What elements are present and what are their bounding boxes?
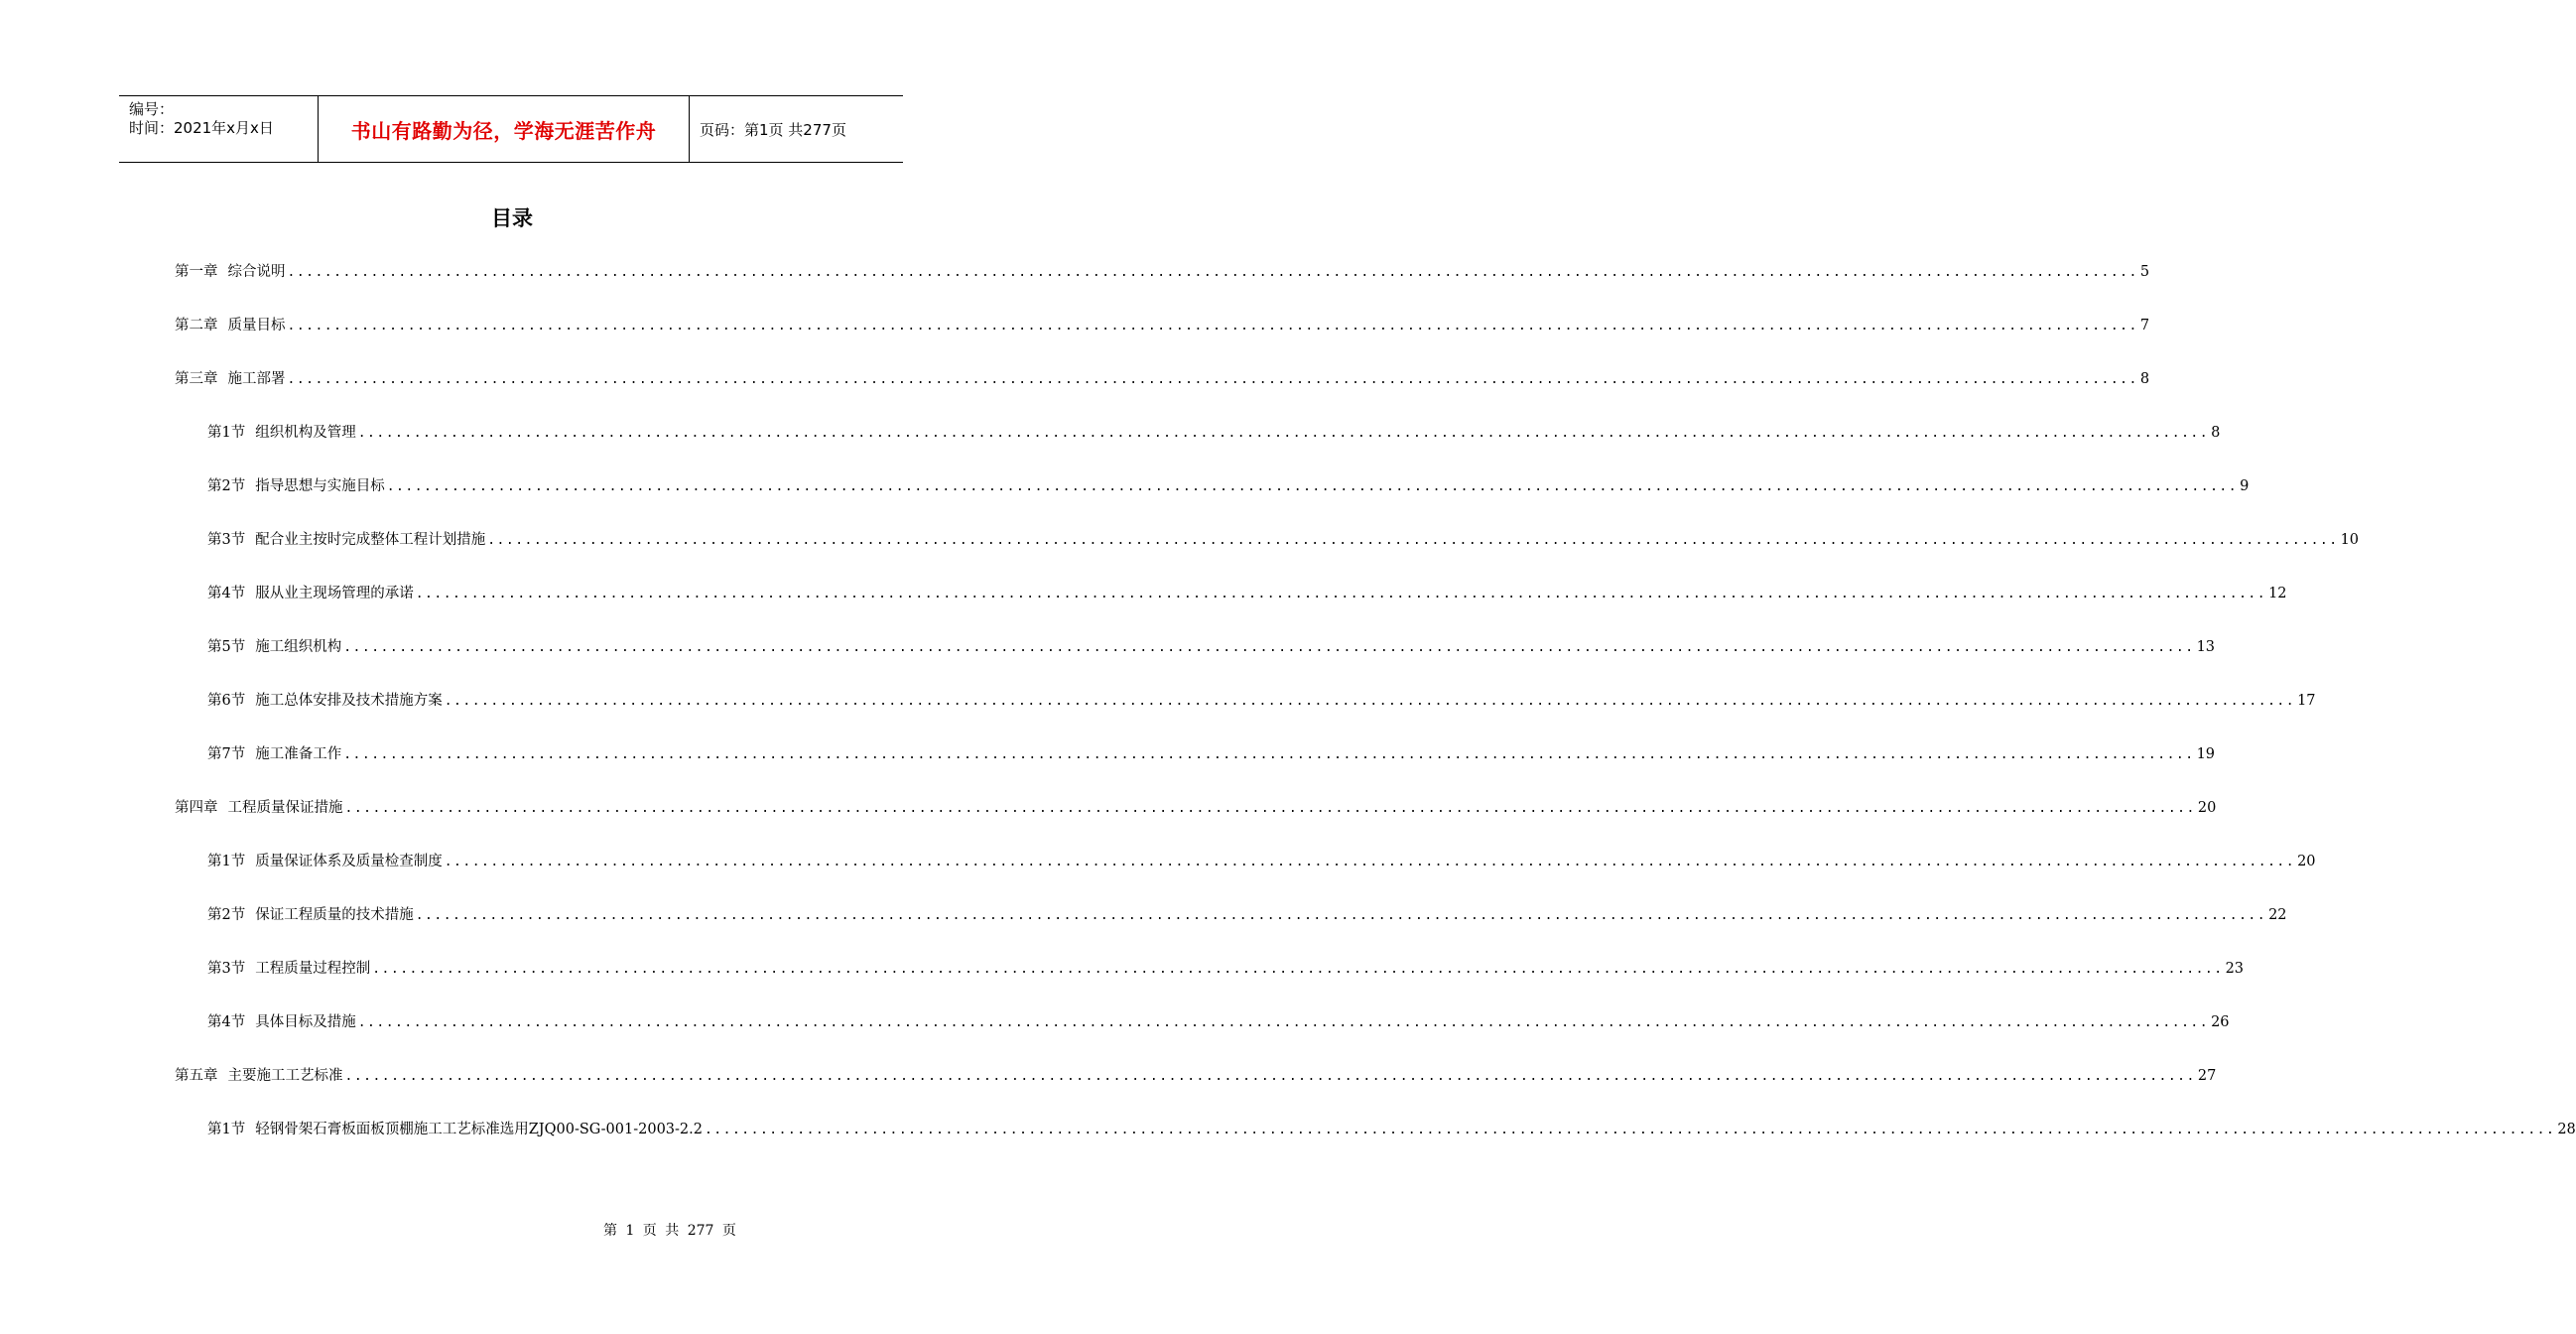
- toc-entry-page: 26: [2211, 1014, 2230, 1030]
- toc-entry-page: 20: [2197, 800, 2217, 816]
- toc-dot-leader: ........................................................................................................................................................................................................: [287, 319, 2138, 334]
- toc-dot-leader: ........................................................................................................................................................................................................: [487, 533, 2339, 548]
- toc-entry-number: 第3节: [207, 532, 246, 548]
- toc-entry-number: 第1节: [207, 425, 246, 441]
- toc-entry[interactable]: [207, 582, 2287, 605]
- toc-entry[interactable]: [207, 1010, 2230, 1034]
- toc-entry-number: 第4节: [207, 586, 246, 601]
- toc-entry-number: 第四章: [175, 800, 218, 816]
- toc-entry-number: 第2节: [207, 907, 246, 923]
- toc-entry-title: 保证工程质量的技术措施: [255, 907, 414, 923]
- toc-entry-page: 17: [2297, 693, 2316, 709]
- page-header: [119, 95, 903, 163]
- toc-entry-number: 第1节: [207, 1122, 246, 1137]
- toc-entry-title: 组织机构及管理: [255, 425, 356, 441]
- toc-entry-title: 服从业主现场管理的承诺: [255, 586, 414, 601]
- toc-entry[interactable]: [207, 528, 2360, 552]
- toc-entry-page: 5: [2139, 264, 2150, 280]
- toc-entry[interactable]: [207, 850, 2316, 873]
- toc-entry-number: 第二章: [175, 318, 218, 334]
- toc-entry-page: 19: [2196, 746, 2216, 762]
- toc-entry-title: 质量保证体系及质量检查制度: [255, 854, 443, 869]
- toc-entry-page: 23: [2225, 961, 2245, 977]
- toc-entry-page: 13: [2196, 639, 2216, 655]
- toc-dot-leader: ........................................................................................................................................................................................................: [444, 855, 2296, 869]
- toc-entry-page: 22: [2268, 907, 2287, 923]
- toc-entry-number: 第一章: [175, 264, 218, 280]
- toc-entry-title: 施工部署: [227, 371, 286, 387]
- toc-entry-title: 施工总体安排及技术措施方案: [255, 693, 443, 709]
- toc-entry[interactable]: [175, 1064, 2217, 1088]
- toc-entry[interactable]: [207, 689, 2316, 713]
- toc-entry-number: 第6节: [207, 693, 246, 709]
- serial-label: 编号：: [129, 100, 175, 118]
- toc-entry[interactable]: [175, 796, 2217, 820]
- toc-dot-leader: ........................................................................................................................................................................................................: [386, 479, 2239, 494]
- toc-entry-title: 工程质量保证措施: [227, 800, 343, 816]
- toc-dot-leader: ........................................................................................................................................................................................................: [372, 962, 2224, 977]
- time-label: 时间：2021年x月x日: [129, 119, 274, 137]
- toc-entry-page: 27: [2197, 1068, 2217, 1084]
- toc-entry-title: 综合说明: [227, 264, 286, 280]
- toc-entry[interactable]: [175, 260, 2150, 284]
- header-motto: 书山有路勤为径，学海无涯苦作舟: [319, 96, 690, 162]
- toc-entry-title: 施工组织机构: [255, 639, 342, 655]
- toc-entry-number: 第4节: [207, 1014, 246, 1030]
- toc-entry[interactable]: [207, 474, 2250, 498]
- toc-entry-number: 第五章: [175, 1068, 218, 1084]
- toc-entry-number: 第1节: [207, 854, 246, 869]
- toc-entry-page: 9: [2240, 478, 2250, 494]
- toc-entry[interactable]: [207, 903, 2287, 927]
- toc-entry[interactable]: [207, 742, 2216, 766]
- toc-entry[interactable]: [207, 421, 2221, 445]
- toc-entry-page: 10: [2340, 532, 2360, 548]
- toc-dot-leader: ........................................................................................................................................................................................................: [344, 1069, 2196, 1084]
- toc-title: 目录: [491, 206, 533, 230]
- toc-dot-leader: ........................................................................................................................................................................................................: [287, 265, 2138, 280]
- toc-dot-leader: ........................................................................................................................................................................................................: [344, 801, 2196, 816]
- toc-entry-page: 20: [2297, 854, 2316, 869]
- toc-entry-number: 第3节: [207, 961, 246, 977]
- toc-dot-leader: ........................................................................................................................................................................................................: [704, 1123, 2556, 1137]
- toc-dot-leader: ........................................................................................................................................................................................................: [415, 587, 2267, 601]
- toc-entry-title: 指导思想与实施目标: [255, 478, 385, 494]
- toc-dot-leader: ........................................................................................................................................................................................................: [287, 372, 2138, 387]
- toc-entry-number: 第7节: [207, 746, 246, 762]
- toc-dot-leader: ........................................................................................................................................................................................................: [444, 694, 2296, 709]
- toc-entry-title: 施工准备工作: [255, 746, 342, 762]
- toc-entry[interactable]: [175, 367, 2150, 391]
- toc-dot-leader: ........................................................................................................................................................................................................: [357, 1015, 2210, 1030]
- toc-entry-number: 第2节: [207, 478, 246, 494]
- toc-entry-page: 8: [2139, 371, 2150, 387]
- toc-entry-title: 主要施工工艺标准: [227, 1068, 343, 1084]
- toc-dot-leader: ........................................................................................................................................................................................................: [343, 747, 2195, 762]
- toc-entry-page: 8: [2211, 425, 2221, 441]
- header-page-info: 页码：第1页 共277页: [700, 120, 846, 139]
- toc-entry-title: 配合业主按时完成整体工程计划措施: [255, 532, 486, 548]
- toc-entry-page: 7: [2139, 318, 2150, 334]
- toc-entry-page: 28: [2557, 1122, 2576, 1137]
- toc-entry[interactable]: [207, 1118, 2576, 1141]
- toc-entry[interactable]: [175, 314, 2150, 337]
- page-footer: 第 1 页 共 277 页: [603, 1223, 736, 1239]
- toc-entry-title: 具体目标及措施: [255, 1014, 356, 1030]
- toc-dot-leader: ........................................................................................................................................................................................................: [415, 908, 2267, 923]
- header-meta: [119, 96, 319, 162]
- toc-entry-title: 工程质量过程控制: [255, 961, 371, 977]
- toc-entry-page: 12: [2268, 586, 2287, 601]
- toc-entry-title: 质量目标: [227, 318, 286, 334]
- toc-entry-title: 轻钢骨架石膏板面板顶棚施工工艺标准选用ZJQ00-SG-001-2003-2.2: [255, 1122, 703, 1137]
- toc-dot-leader: ........................................................................................................................................................................................................: [343, 640, 2195, 655]
- toc-entry[interactable]: [207, 957, 2245, 981]
- toc-dot-leader: ........................................................................................................................................................................................................: [357, 426, 2210, 441]
- toc-entry-number: 第5节: [207, 639, 246, 655]
- toc-entry-number: 第三章: [175, 371, 218, 387]
- toc-entry[interactable]: [207, 635, 2216, 659]
